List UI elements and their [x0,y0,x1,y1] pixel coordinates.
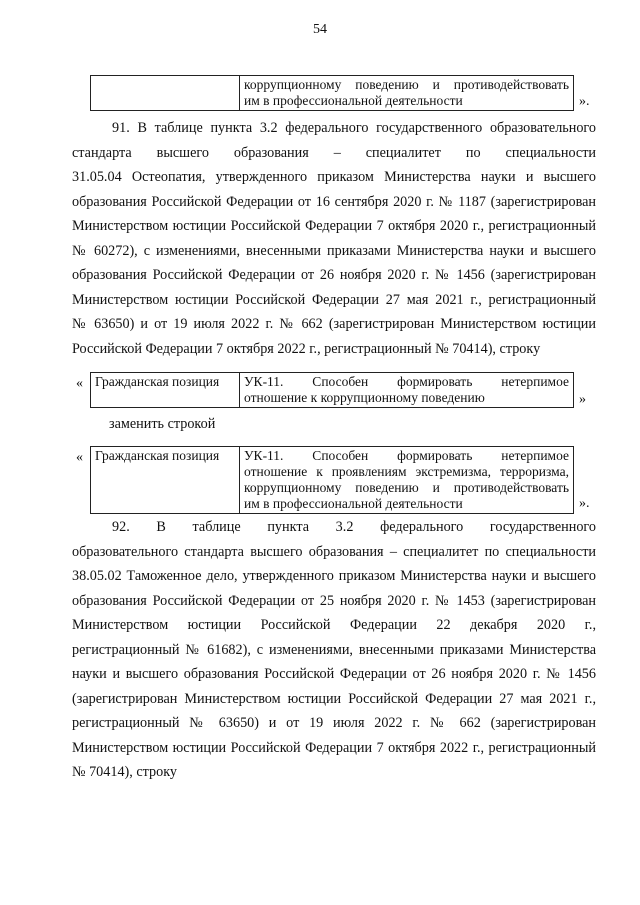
paragraph-line: образования Российской Федерации от 26 ноября 2020 г. № 1456 (зарегистрирован [72,267,596,283]
paragraph-line: науки и высшего образования Российской Федерации от 26 ноября 2020 г. № 1456 [72,666,596,682]
paragraph-line: 91. В таблице пункта 3.2 федерального государственного образовательного [112,120,596,136]
table2-line: коррупционному поведению и противодействовать [244,480,569,495]
paragraph-line: Министерством юстиции Российской Федерации 27 мая 2021 г., регистрационный [72,291,596,308]
paragraph-92 [72,515,596,785]
table2-line: им в профессиональной деятельности [244,496,463,511]
table1-open-quote: « [76,376,83,391]
paragraph-line: образования Российской Федерации от 16 сентября 2020 г. № 1187 (зарегистрирован [72,193,596,210]
table2-line: УК-11. Способен формировать нетерпимое [244,448,569,463]
top-table-text-cell [240,76,574,111]
table1-line: УК-11. Способен формировать нетерпимое [244,374,569,389]
top-table-close-quote: ». [579,94,590,109]
table2-close-quote: ». [579,496,590,511]
table2-open-quote: « [76,450,83,465]
table1 [90,372,574,408]
paragraph-line: 92. В таблице пункта 3.2 федерального государственного [112,519,596,535]
paragraph-line: № 70414), строку [72,764,178,780]
table1-line: отношение к коррупционному поведению [244,390,485,405]
paragraph-line: (зарегистрирован Министерством юстиции Российской Федерации 27 мая 2021 г., [72,690,596,707]
table1-close-quote: » [579,392,586,407]
table1-col1: Гражданская позиция [91,373,240,408]
paragraph-line: Министерством юстиции Российской Федерации 7 октября 2022 г., регистрационный [72,739,596,756]
paragraph-line: 31.05.04 Остеопатия, утвержденного приказом Министерства науки и высшего [72,169,596,185]
paragraph-line: стандарта высшего образования – специалитет по специальности [72,144,596,161]
table2 [90,446,574,514]
paragraph-line: образовательного стандарта высшего образования – специалитет по специальности [72,543,596,560]
paragraph-line: Министерством юстиции Российской Федерации 22 декабря 2020 г., [72,617,596,633]
paragraph-line: образования Российской Федерации от 25 ноября 2020 г. № 1453 (зарегистрирован [72,592,596,609]
paragraph-line: Российской Федерации 7 октября 2022 г., регистрационный № 70414), строку [72,340,541,357]
top-table-empty-cell [91,76,240,111]
table1-col2 [240,373,574,408]
table2-col2 [240,447,574,514]
paragraph-91 [72,116,596,361]
page-number: 54 [313,22,327,37]
paragraph-line: 38.05.02 Таможенное дело, утвержденного приказом Министерства науки и высшего [72,568,596,584]
top-table-line: им в профессиональной деятельности [244,93,463,108]
top-table-line: коррупционному поведению и противодействовать [244,77,569,92]
paragraph-line: № 63650) и от 19 июля 2022 г. № 662 (зарегистрирован Министерством юстиции [72,316,596,332]
table2-line: отношение к проявлениям экстремизма, терроризма, [244,464,569,479]
paragraph-line: № 60272), с изменениями, внесенными приказами Министерства науки и высшего [72,242,596,259]
table2-col1: Гражданская позиция [91,447,240,514]
replace-text: заменить строкой [109,416,216,432]
paragraph-line: регистрационный № 63650) и от 19 июля 2022 г. № 662 (зарегистрирован [72,715,596,731]
paragraph-line: регистрационный № 61682), с изменениями, внесенными приказами Министерства [72,641,596,658]
top-table [90,75,574,111]
paragraph-line: Министерством юстиции Российской Федерации 7 октября 2020 г., регистрационный [72,218,596,234]
